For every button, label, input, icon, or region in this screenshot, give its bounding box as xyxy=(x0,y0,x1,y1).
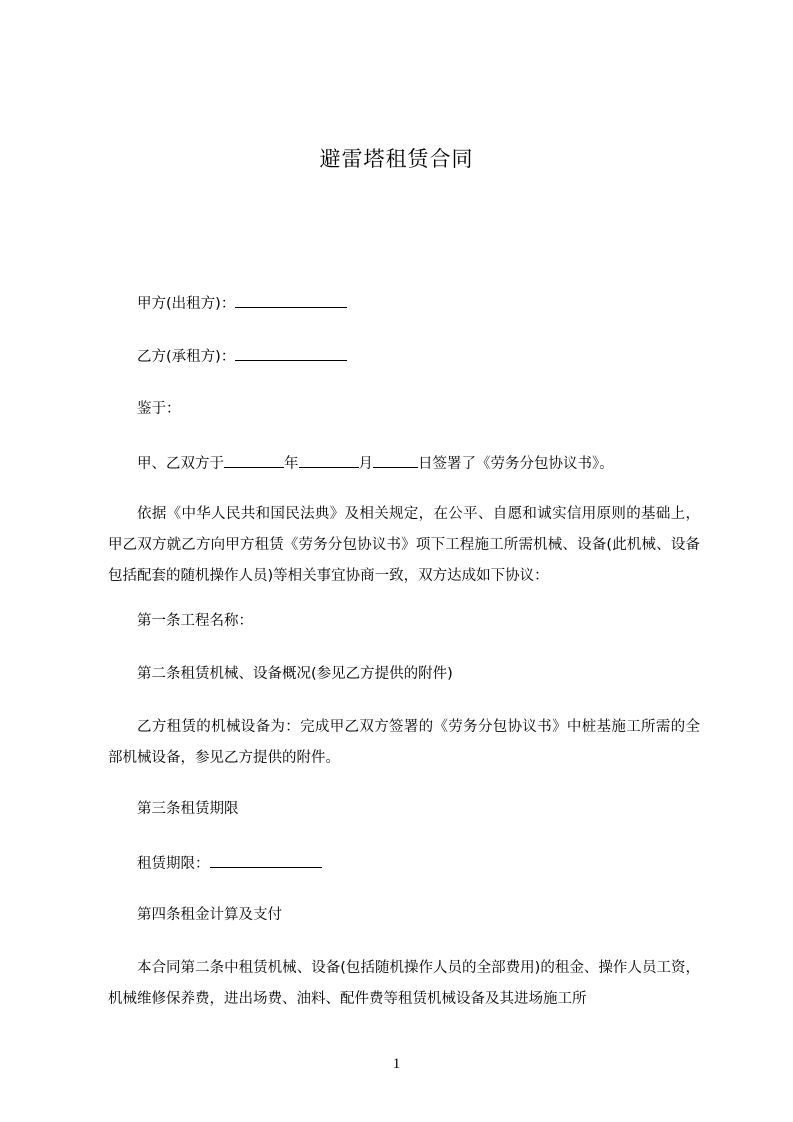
month-blank xyxy=(299,452,359,468)
article1-heading: 第一条工程名称： xyxy=(137,613,253,629)
agreement-prefix: 甲、乙双方于 xyxy=(137,456,224,472)
party-a-label: 甲方(出租方)： xyxy=(137,296,236,312)
lease-term-label: 租赁期限： xyxy=(137,856,210,872)
day-blank xyxy=(373,452,418,468)
year-blank xyxy=(224,452,284,468)
article3-heading: 第三条租赁期限 xyxy=(137,801,239,817)
lease-term-blank xyxy=(210,852,322,868)
page-number: 1 xyxy=(392,1056,401,1072)
agreement-date-line xyxy=(137,452,614,474)
article2-heading: 第二条租赁机械、设备概况(参见乙方提供的附件) xyxy=(137,666,453,682)
party-a-line xyxy=(137,292,347,314)
party-b-label: 乙方(承租方)： xyxy=(137,349,236,365)
party-b-line xyxy=(137,345,347,367)
year-label: 年 xyxy=(284,456,299,472)
article4-body: 本合同第二条中租赁机械、设备(包括随机操作人员的全部费用)的租金、操作人员工资，机械维修保养费，进出场费、油料、配件费等租赁机械设备及其进场施工所 xyxy=(108,960,700,1007)
party-b-blank xyxy=(235,345,347,361)
party-a-blank xyxy=(235,292,347,308)
whereas-label: 鉴于： xyxy=(137,401,181,417)
document-title: 避雷塔租赁合同 xyxy=(319,147,474,171)
month-label: 月 xyxy=(358,456,373,472)
article2-body: 乙方租赁的机械设备为：完成甲乙双方签署的《劳务分包协议书》中桩基施工所需的全部机械设备，参见乙方提供的附件。 xyxy=(108,719,700,766)
article4-heading: 第四条租金计算及支付 xyxy=(137,907,282,923)
intro-paragraph: 依据《中华人民共和国民法典》及相关规定，在公平、自愿和诚实信用原则的基础上，甲乙双方就乙方向甲方租赁《劳务分包协议书》项下工程施工所需机械、设备(此机械、设备包括配套的随机操作人员)等相关事宜协商一致，双方达成如下协议： xyxy=(108,506,700,584)
agreement-suffix: 日签署了《劳务分包协议书》。 xyxy=(418,456,614,472)
lease-term-line xyxy=(137,852,322,874)
